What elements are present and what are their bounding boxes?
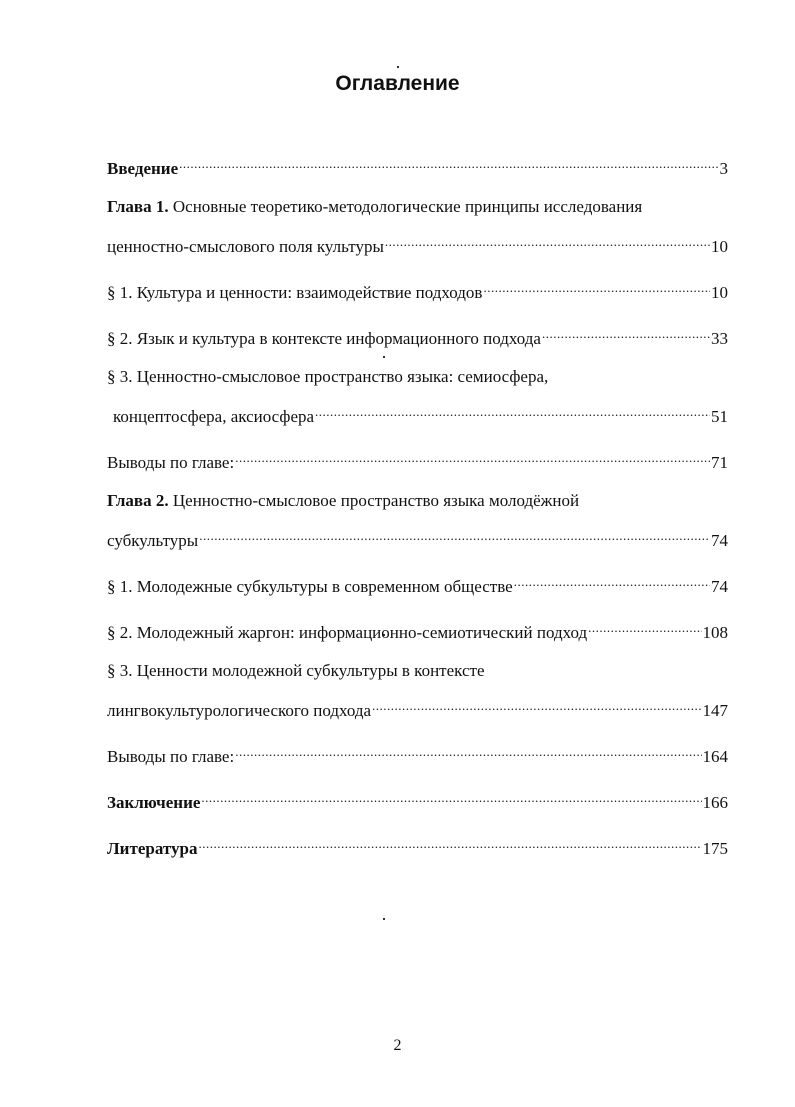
toc-entry-label: Заключение xyxy=(107,793,201,812)
dot-leader xyxy=(235,442,710,468)
toc-entry-conclusion[interactable] xyxy=(107,782,728,812)
toc-entry-label: § 3. Ценностно-смысловое пространство языка: семиосфера, xyxy=(107,367,549,386)
dot-leader xyxy=(542,318,710,344)
toc-entry-label: Ценностно-смысловое пространство языка молодёжной xyxy=(172,491,580,510)
toc-entry-ch1-section-1[interactable] xyxy=(107,272,728,302)
toc-page-number: 74 xyxy=(711,531,728,550)
toc-page-number: 166 xyxy=(702,793,728,812)
toc-entry-ch2-section-1[interactable] xyxy=(107,566,728,596)
toc-page-number: 71 xyxy=(711,453,728,472)
toc-page-number: 10 xyxy=(711,237,728,256)
toc-entry-label: § 1. Молодежные субкультуры в современном обществе xyxy=(107,577,513,596)
table-of-contents xyxy=(107,148,728,858)
toc-entry-chapter-2[interactable] xyxy=(107,488,728,550)
toc-entry-label-continued: концептосфера, аксиосфера xyxy=(113,407,315,426)
toc-entry-label-continued: ценностно-смыслового поля культуры xyxy=(107,237,384,256)
scan-speck xyxy=(383,918,385,920)
chapter-prefix: Глава 1. xyxy=(107,197,169,216)
scan-speck xyxy=(397,66,399,68)
dot-leader xyxy=(198,828,701,854)
toc-entry-ch1-conclusions[interactable] xyxy=(107,442,728,472)
toc-entry-chapter-1[interactable] xyxy=(107,194,728,256)
dot-leader xyxy=(514,566,710,592)
toc-entry-label: § 2. Молодежный жаргон: информационно-семиотический подход xyxy=(107,623,588,642)
dot-leader xyxy=(315,396,710,422)
chapter-prefix: Глава 2. xyxy=(107,491,169,510)
page-title: Оглавление xyxy=(335,72,460,95)
toc-entry-ch1-section-3[interactable] xyxy=(107,364,728,426)
toc-entry-ch2-section-3[interactable] xyxy=(107,658,728,720)
toc-page-number: 164 xyxy=(702,747,728,766)
toc-entry-label: Литература xyxy=(107,839,198,858)
toc-entry-label: § 2. Язык и культура в контексте информационного подхода xyxy=(107,329,541,348)
dot-leader xyxy=(235,736,701,762)
dot-leader xyxy=(179,148,718,174)
toc-entry-literature[interactable] xyxy=(107,828,728,858)
dot-leader xyxy=(385,226,710,252)
dot-leader xyxy=(201,782,701,808)
dot-leader xyxy=(372,690,701,716)
toc-entry-ch2-conclusions[interactable] xyxy=(107,736,728,766)
toc-page-number: 3 xyxy=(719,159,728,178)
toc-page-number: 51 xyxy=(711,407,728,426)
toc-entry-label: § 3. Ценности молодежной субкультуры в контексте xyxy=(107,661,485,680)
toc-entry-label: Основные теоретико-методологические принципы исследования xyxy=(172,197,643,216)
dot-leader xyxy=(588,612,701,638)
toc-entry-ch1-section-2[interactable] xyxy=(107,318,728,348)
toc-entry-label-continued: субкультуры xyxy=(107,531,199,550)
dot-leader xyxy=(483,272,710,298)
toc-entry-ch2-section-2[interactable] xyxy=(107,612,728,642)
toc-entry-label: § 1. Культура и ценности: взаимодействие подходов xyxy=(107,283,483,302)
toc-entry-label-continued: лингвокультурологического подхода xyxy=(107,701,372,720)
toc-page-number: 175 xyxy=(702,839,728,858)
toc-page-number: 108 xyxy=(702,623,728,642)
toc-page-number: 74 xyxy=(711,577,728,596)
toc-page-number: 33 xyxy=(711,329,728,348)
page-number: 2 xyxy=(393,1037,402,1054)
toc-entry-label: Выводы по главе: xyxy=(107,747,235,766)
toc-page-number: 147 xyxy=(702,701,728,720)
toc-entry-label: Выводы по главе: xyxy=(107,453,235,472)
toc-entry-introduction[interactable] xyxy=(107,148,728,178)
dot-leader xyxy=(199,520,710,546)
toc-page-number: 10 xyxy=(711,283,728,302)
toc-entry-label: Введение xyxy=(107,159,179,178)
